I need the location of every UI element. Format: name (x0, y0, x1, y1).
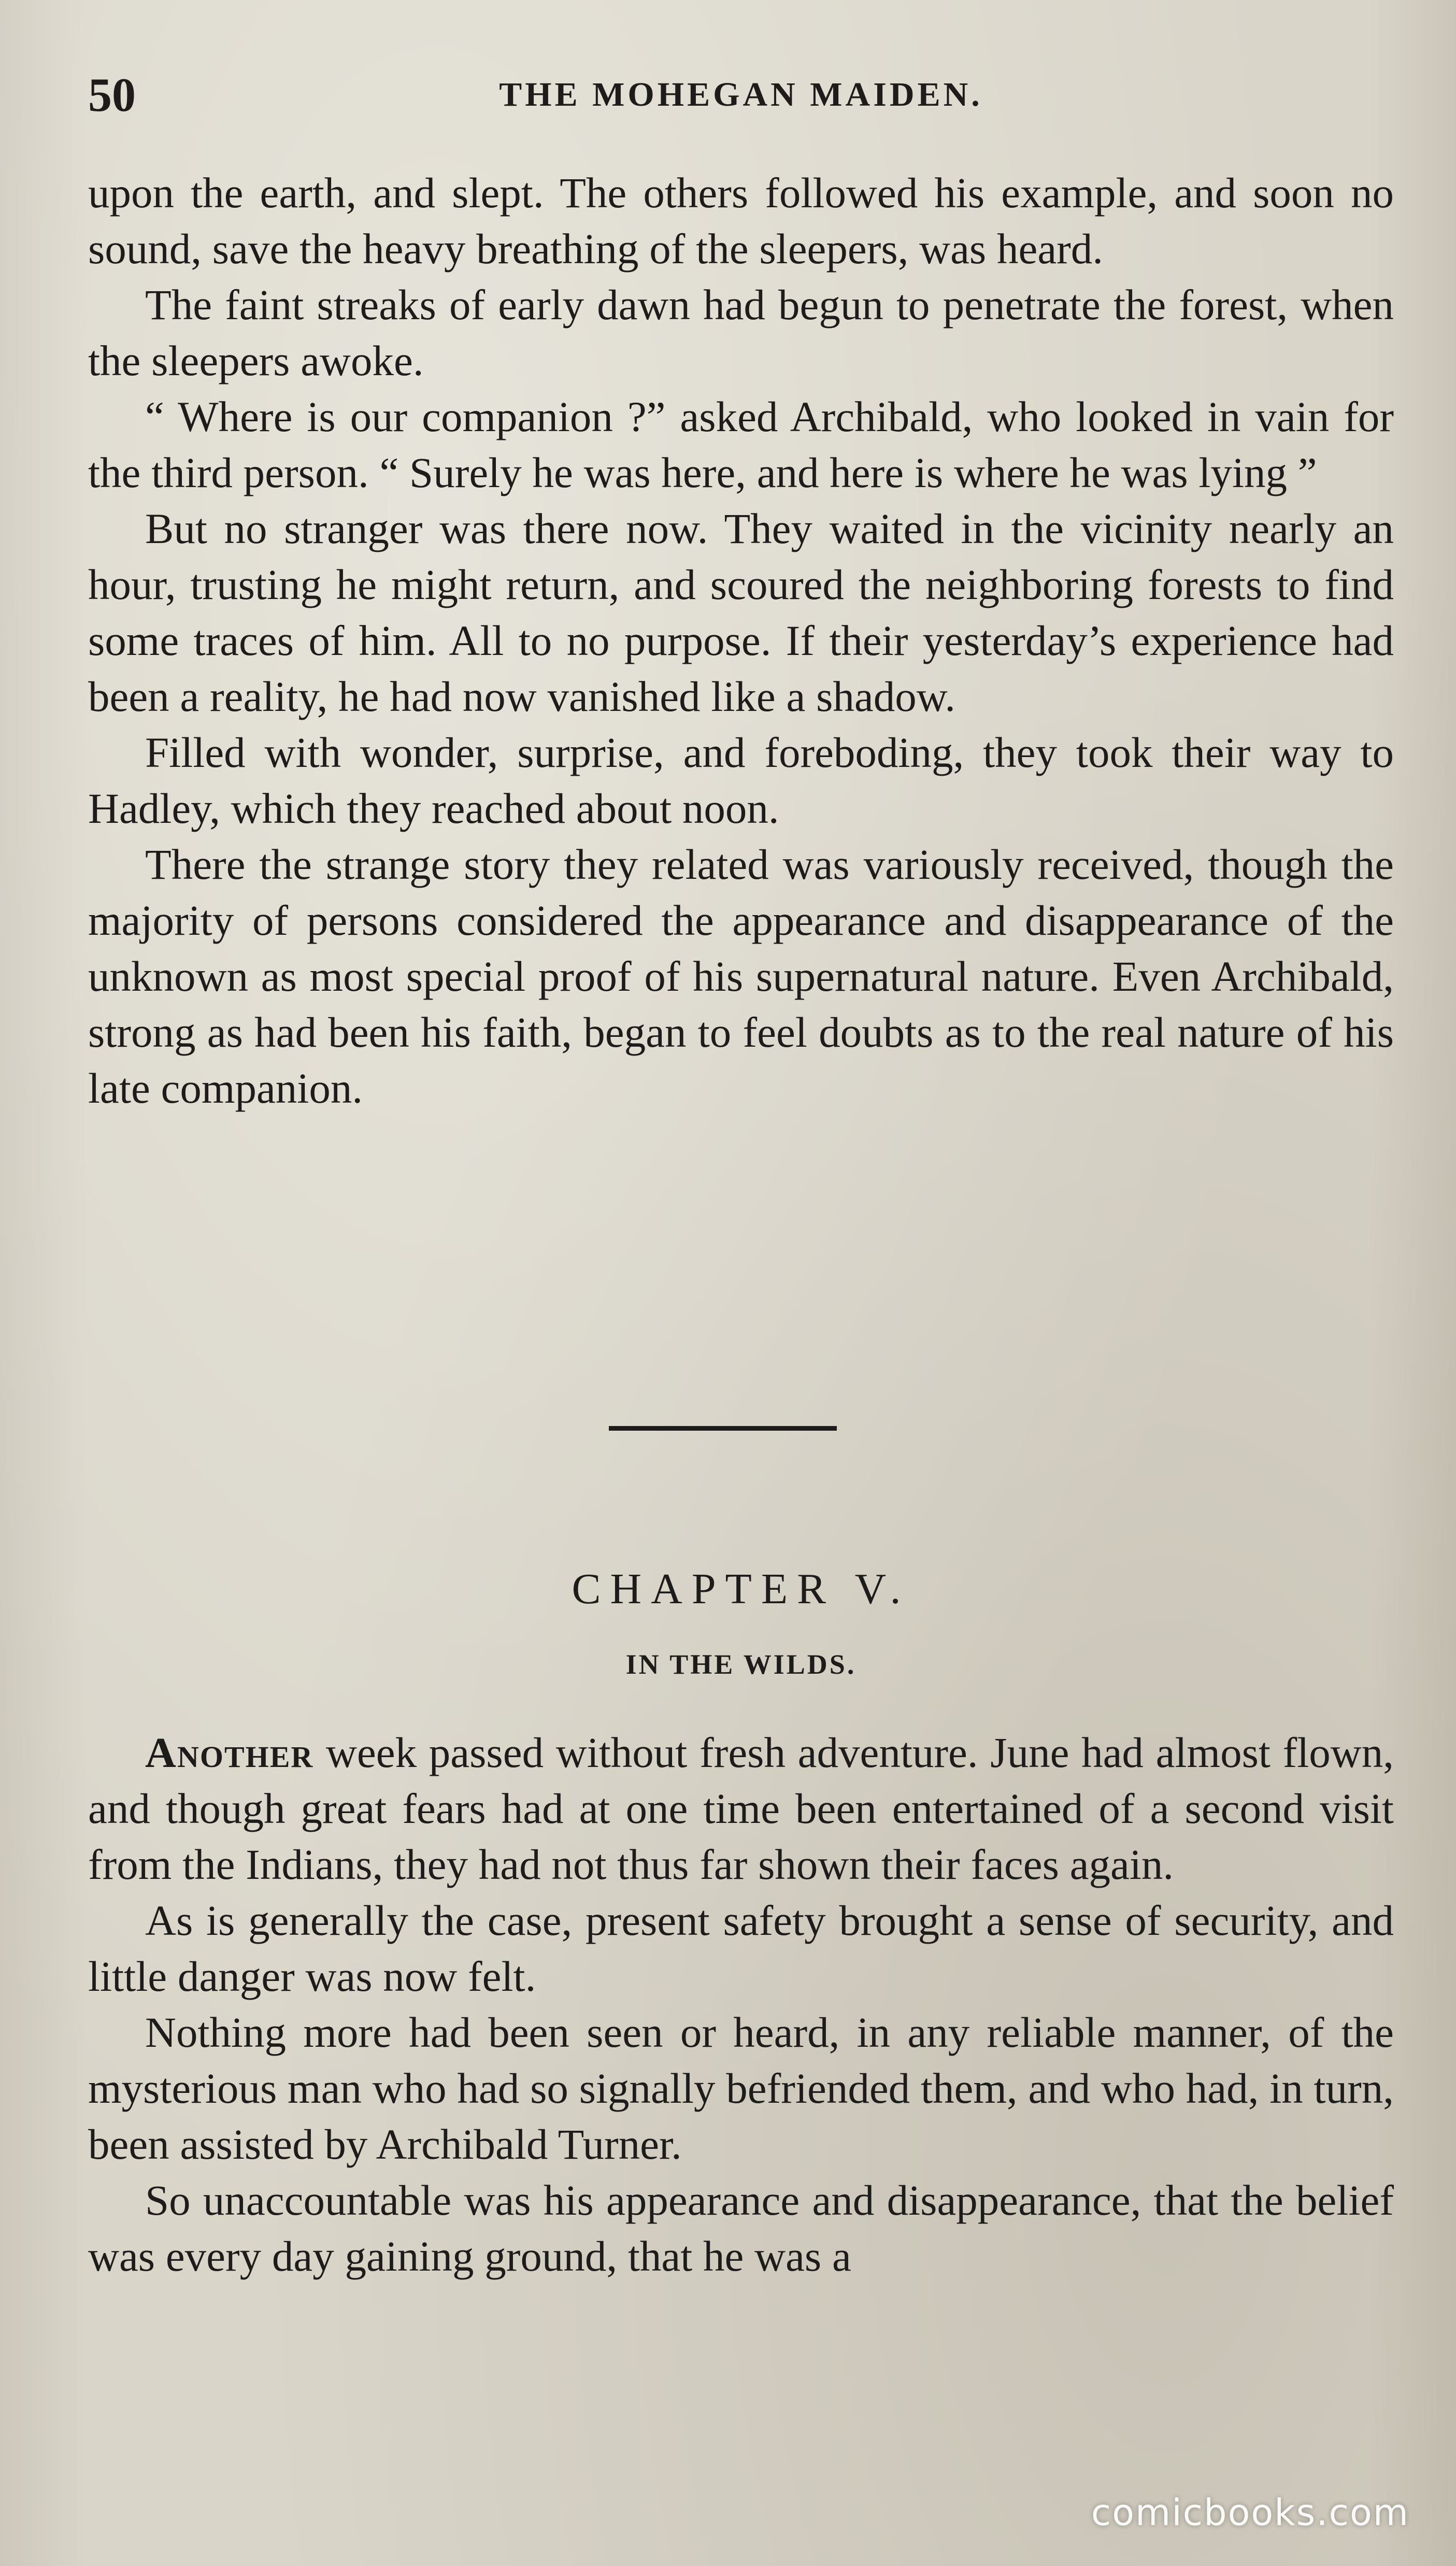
paragraph: As is generally the case, present safety brought a sense of security, and little danger was now felt. (88, 1897, 1394, 2000)
running-title: THE MOHEGAN MAIDEN. (499, 76, 983, 113)
paragraph: Nothing more had been seen or heard, in any reliable manner, of the mysterious man who had so signally befriended them, and who had, in turn, been assisted by Archibald Turner. (88, 2008, 1394, 2168)
running-head (88, 61, 1394, 129)
chapter-first-paragraph (88, 1724, 1394, 1892)
page-number: 50 (88, 68, 136, 121)
paragraph: There the strange story they related was variously received, though the majority of persons considered the appearance and disappearance of the unknown as most special proof of his supernatural nature. Even Archibald, strong as had been his faith, began to feel doubts as to the real nature of his late companion. (88, 840, 1394, 1112)
chapter-opening-word: Another (145, 1729, 314, 1776)
section-divider-rule (609, 1426, 837, 1431)
paragraph: But no stranger was there now. They waited in the vicinity nearly an hour, trusting he might return, and scoured the neighboring forests to find some traces of him. All to no purpose. If their yesterday’s experience had been a reality, he had now vanished like a shadow. (88, 505, 1394, 720)
chapter-subtitle: IN THE WILDS. (625, 1649, 857, 1680)
paragraph: “ Where is our companion ?” asked Archibald, who looked in vain for the third person. “ Surely he was here, and here is where he was lying ” (88, 393, 1394, 496)
chapter-body (88, 1724, 1394, 2284)
paragraph: So unaccountable was his appearance and disappearance, that the belief was every day gaining ground, that he was a (88, 2176, 1394, 2280)
section-before-chapter (88, 165, 1394, 1116)
watermark: comicbooks.com (1091, 2491, 1409, 2534)
paragraph: Filled with wonder, surprise, and foreboding, they took their way to Hadley, which they reached about noon. (88, 729, 1394, 832)
paragraph-text: week passed without fresh adventure. June had almost flown, and though great fears had at one time been entertained of a second visit from the Indians, they had not thus far shown their faces again. (88, 1729, 1394, 1888)
paragraph: The faint streaks of early dawn had begun to penetrate the forest, when the sleepers awoke. (88, 281, 1394, 384)
paragraph: upon the earth, and slept. The others followed his example, and soon no sound, save the heavy breathing of the sleepers, was heard. (88, 169, 1394, 273)
chapter-heading: CHAPTER V. (572, 1565, 910, 1613)
